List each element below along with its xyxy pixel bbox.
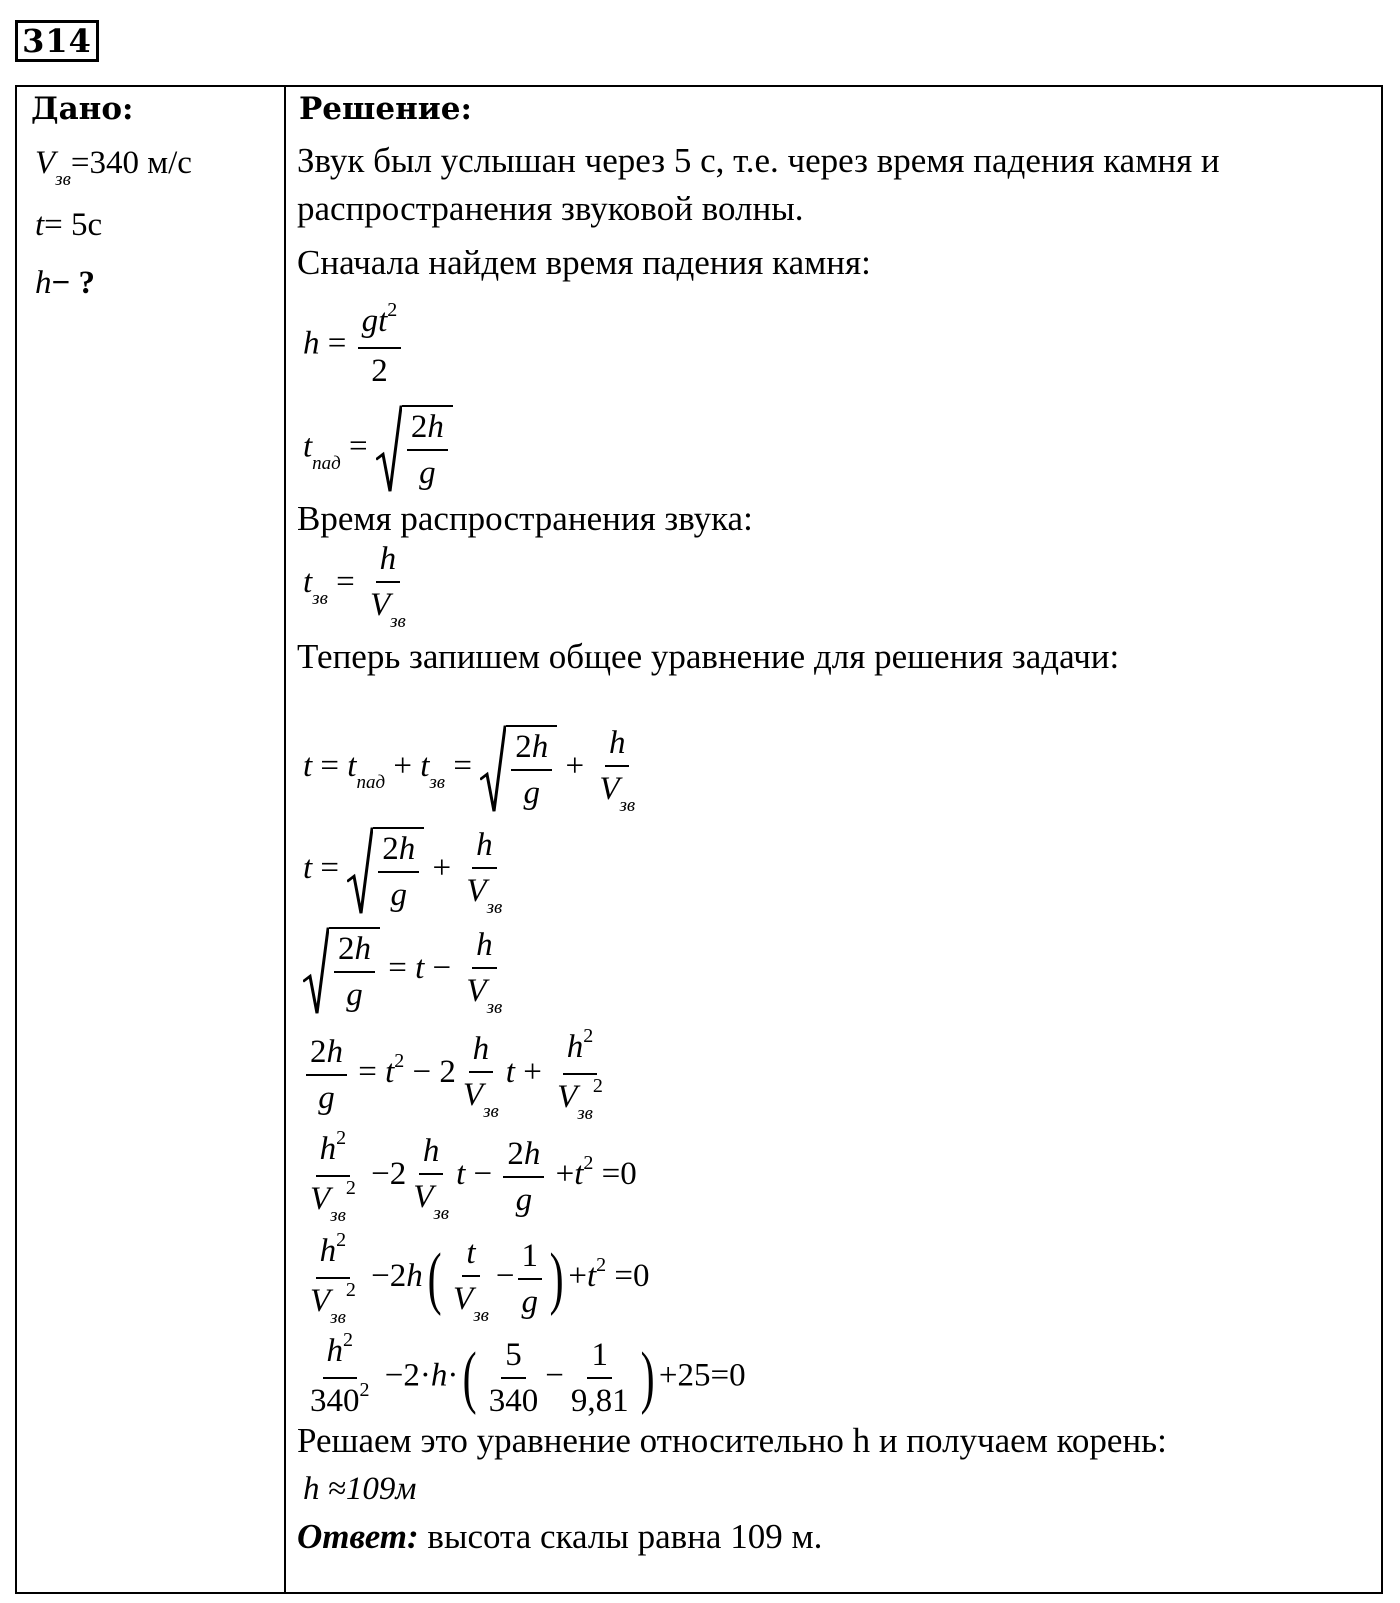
formula-sound-time: $t_{зв}$ = $\frac{h}{V_{зв}}$ <box>303 541 406 632</box>
given-unknown <box>35 265 95 302</box>
given-header: Дано: <box>31 91 134 127</box>
solution-table <box>15 85 1383 1594</box>
formula-squared: $\frac{2h}{g}$ = $t^2 - 2$ $\frac{h}{V_{зв}}$ t + $\frac{h^2}{V_{зв}^2}$ <box>303 1027 610 1122</box>
para1-line2: распространения звуковой волны. <box>297 189 804 228</box>
solution-header: Решение: <box>299 91 472 127</box>
formula-isolate-root: $\frac{2h}{g}$ = t − $\frac{h}{V_{зв}}$ <box>303 925 509 1016</box>
formula-numeric: $\frac{h^2}{340^2}$ −2·h·( $\frac{5}{340}$ − $\frac{1}{9,81}$ ) +25=0 <box>310 1329 746 1419</box>
problem-number: 314 <box>15 20 99 62</box>
answer-label: Ответ: <box>297 1517 419 1556</box>
result-value: h ≈109м <box>303 1471 417 1507</box>
answer-text: высота скалы равна 109 м. <box>418 1517 823 1556</box>
time-symbol: t <box>35 207 45 243</box>
formula-total-time-2: t = $\frac{2h}{g}$ + $\frac{h}{V_{зв}}$ <box>303 827 503 918</box>
para3: Время распространения звука: <box>297 499 753 538</box>
formula-grouped: $\frac{h^2}{V_{зв}^2}$ −2h( $\frac{t}{V_{зв}}$ − $\frac{1}{g}$ ) $+t^2 =0$ <box>310 1229 650 1328</box>
time-value: = 5с <box>44 207 103 243</box>
formula-fall-time: $t_{пад}$ = $\frac{2h}{g}$ <box>303 405 453 493</box>
height-symbol: h <box>35 265 52 301</box>
answer-line <box>297 1517 822 1557</box>
para5: Решаем это уравнение относительно h и получаем корень: <box>297 1421 1167 1460</box>
para2: Сначала найдем время падения камня: <box>297 243 871 282</box>
velocity-value: =340 м/с <box>70 145 192 181</box>
given-time <box>35 207 102 244</box>
para1-line1: Звук был услышан через 5 с, т.е. через время падения камня и <box>297 141 1220 180</box>
unknown-mark: − ? <box>51 265 96 301</box>
velocity-symbol: V <box>35 145 56 181</box>
formula-fall-height: h = $\frac{gt^2}{2}$ <box>303 301 404 391</box>
given-velocity <box>35 145 192 190</box>
column-divider <box>284 87 286 1592</box>
para4: Теперь запишем общее уравнение для решения задачи: <box>297 637 1120 676</box>
formula-total-time: $t = t_{пад} + t_{зв}$ = $\frac{2h}{g}$ + $\frac{h}{V_{зв}}$ <box>303 725 636 816</box>
formula-quadratic: $\frac{h^2}{V_{зв}^2}$ −2 $\frac{h}{V_{зв}}$ t − $\frac{2h}{g}$ $+t^2 =0$ <box>310 1127 637 1226</box>
velocity-subscript: зв <box>55 169 71 190</box>
